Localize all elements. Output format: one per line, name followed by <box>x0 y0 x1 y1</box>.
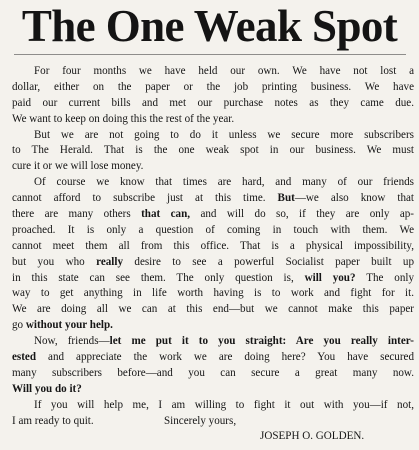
text-line: to The Herald. That is the one weak spot in our business. We must <box>12 144 414 157</box>
text-run: cannot afford to subscribe just at this time. <box>12 192 266 205</box>
emphasis-ested: ested <box>12 351 37 364</box>
text-line <box>12 207 414 223</box>
text-line <box>12 318 414 334</box>
paragraph-2 <box>12 128 414 176</box>
text-line <box>12 350 414 366</box>
text-line: dollar, either on the paper or the job printing business. We have <box>12 80 414 93</box>
text-run: The only <box>366 271 415 284</box>
paragraph-5 <box>12 398 414 446</box>
text-line: proached. It is only a question of coming in touch with them. We <box>12 223 414 236</box>
paragraph-3 <box>12 175 414 334</box>
text-line: We want to keep on doing this the rest of the year. <box>12 112 235 125</box>
paragraph-1 <box>12 64 414 128</box>
text-line <box>12 255 414 271</box>
text-run: desire to see a powerful Socialist paper built up <box>134 255 414 268</box>
text-run: —we also know that <box>294 192 414 205</box>
text-line: If you will help me, I am willing to fight it out with you—if not, <box>34 398 414 411</box>
text-line <box>12 334 414 350</box>
text-line <box>12 271 414 287</box>
text-run: I am ready to quit. <box>12 414 94 427</box>
article-body <box>12 64 414 445</box>
text-run: there are many others <box>12 208 131 221</box>
text-line: cannot meet them all from this office. That is a physical impossibility, <box>12 239 414 252</box>
text-run: and will do so, if they are only ap- <box>200 208 414 221</box>
emphasis-will-you: will you? <box>304 271 356 284</box>
text-line: paid our current bills and met our purchase notes as they came due. <box>12 96 414 109</box>
signature: JOSEPH O. GOLDEN. <box>260 430 365 443</box>
text-line: cure it or we will lose money. <box>12 160 144 173</box>
emphasis-really: really <box>96 255 123 268</box>
emphasis-that-can: that can, <box>141 208 191 221</box>
closing: Sincerely yours, <box>164 414 237 427</box>
signature-line <box>12 429 414 445</box>
text-line <box>12 191 414 207</box>
paragraph-4 <box>12 334 414 398</box>
text-run: in this state can see them. The only question is, <box>12 271 294 284</box>
emphasis-straight: let me put it to you straight: Are you really inter- <box>109 335 414 348</box>
text-line: We are doing all we can at this end—but we cannot make this paper <box>12 303 414 316</box>
text-run: and appreciate the work we are doing here? You have secured <box>48 351 415 364</box>
text-line: way to get anything in life worth having is to work and fight for it. <box>12 287 414 300</box>
headline: The One Weak Spot <box>21 1 398 51</box>
closing-line <box>12 414 414 430</box>
text-line: Of course we know that times are hard, and many of our friends <box>34 176 414 189</box>
text-run: Now, friends— <box>34 335 110 348</box>
text-run: go <box>12 319 24 332</box>
text-line: many subscribers before—and you can secure a great many now. <box>12 366 414 379</box>
text-run: but you who <box>12 255 85 268</box>
text-line: Will you do it? <box>12 382 82 395</box>
text-line: But we are not going to do it unless we secure more subscribers <box>34 128 414 141</box>
headline-rule <box>14 54 406 55</box>
emphasis-without-help: without your help. <box>25 319 113 332</box>
text-line: For four months we have held our own. We have not lost a <box>34 65 414 77</box>
emphasis-but: But <box>277 192 295 205</box>
